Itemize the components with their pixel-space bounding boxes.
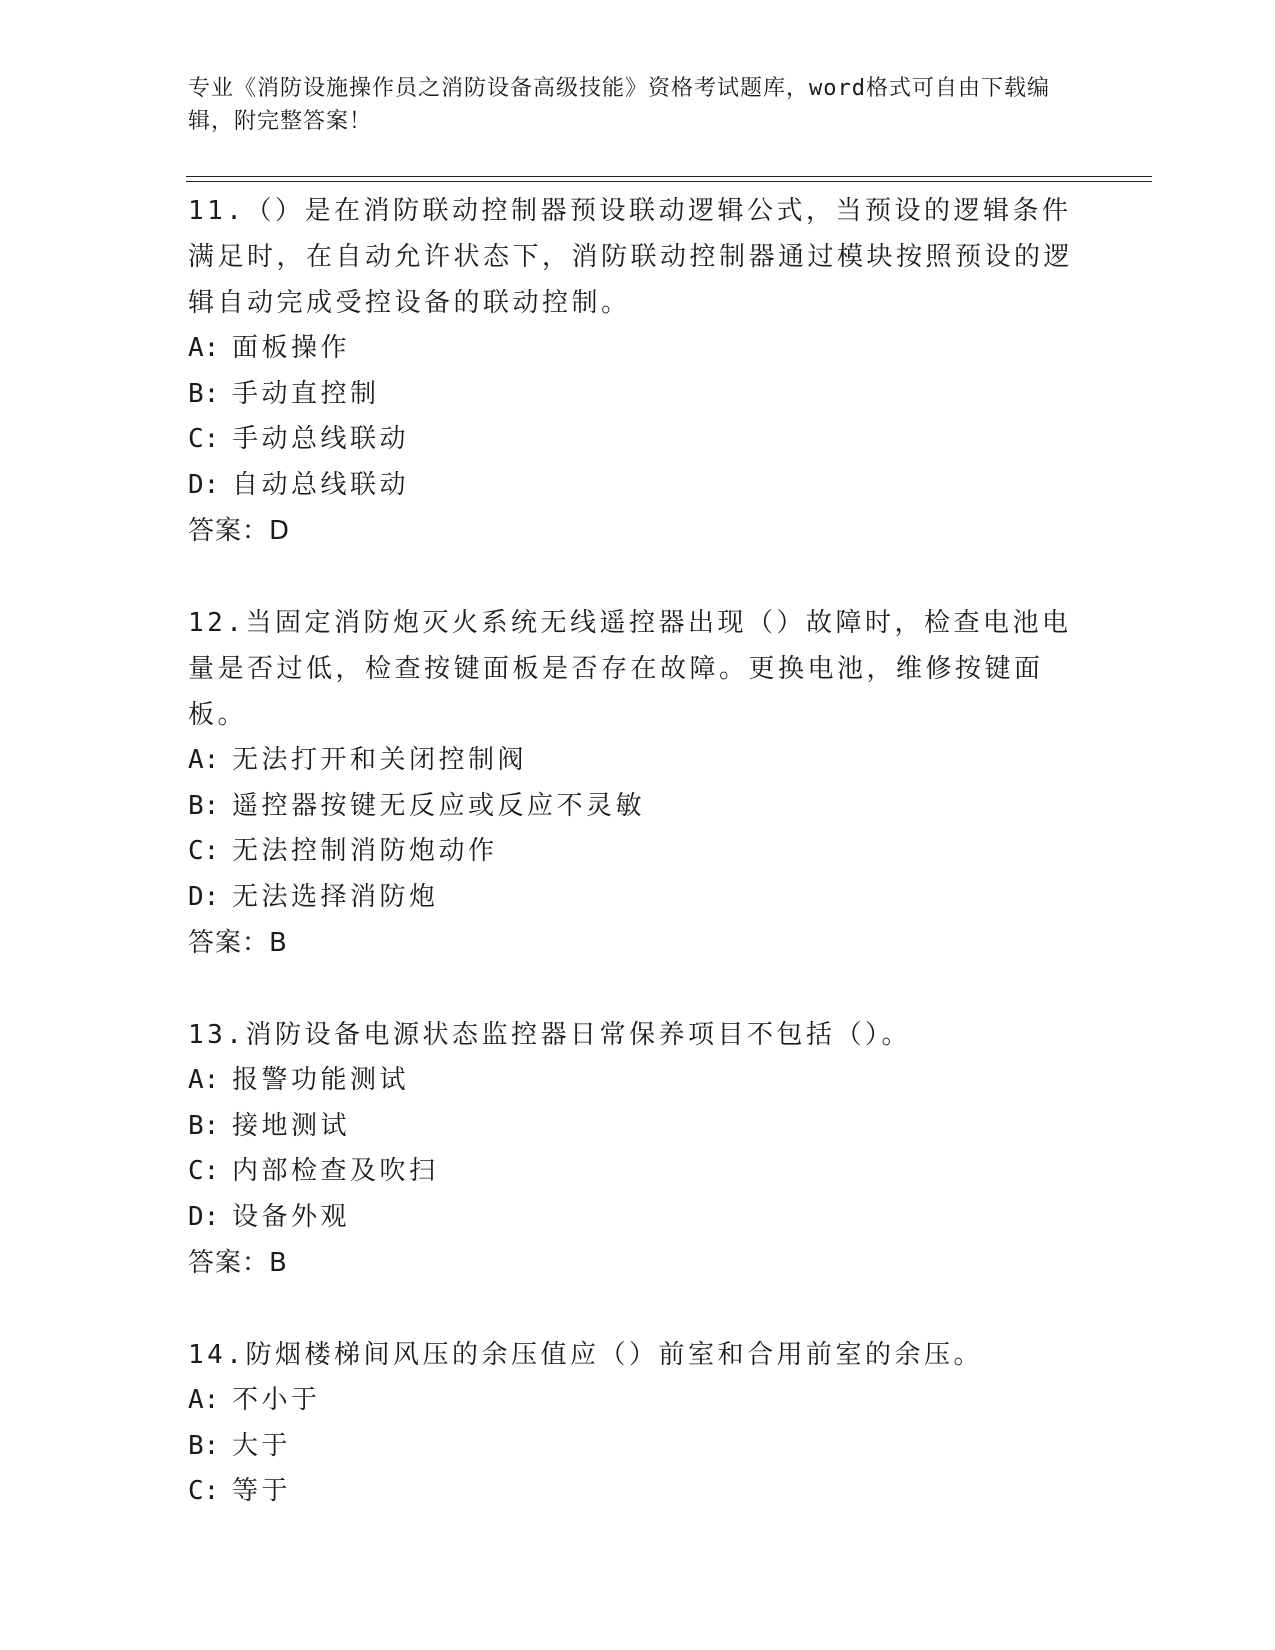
option-text: 手动总线联动 bbox=[232, 424, 410, 454]
option-b bbox=[188, 372, 1088, 418]
option-text: 遥控器按键无反应或反应不灵敏 bbox=[232, 790, 646, 821]
answer-line: 答案：D bbox=[188, 516, 291, 546]
option-letter: B: bbox=[188, 790, 220, 821]
option-text: 面板操作 bbox=[232, 333, 351, 363]
option-letter: A: bbox=[188, 333, 220, 363]
option-letter: C: bbox=[188, 1156, 220, 1186]
option-letter: B: bbox=[188, 378, 220, 409]
option-text: 自动总线联动 bbox=[232, 469, 410, 500]
option-b bbox=[188, 1104, 1088, 1150]
option-d bbox=[188, 1195, 1088, 1241]
option-a bbox=[188, 326, 1088, 372]
option-text: 内部检查及吹扫 bbox=[232, 1156, 439, 1186]
option-a bbox=[188, 738, 1088, 784]
question-text: 14.防烟楼梯间风压的余压值应（）前室和合用前室的余压。 bbox=[188, 1340, 983, 1370]
option-text: 设备外观 bbox=[232, 1201, 351, 1232]
option-letter: A: bbox=[188, 1065, 220, 1095]
option-b bbox=[188, 1424, 1088, 1470]
question-text: 12.当固定消防炮灭火系统无线遥控器出现（）故障时，检查电池电量是否过低，检查按键面板是否存在故障。更换电池，维修按键面板。 bbox=[188, 608, 1072, 730]
answer-line: 答案：B bbox=[188, 928, 288, 958]
answer-line: 答案：B bbox=[188, 1248, 288, 1278]
option-letter: A: bbox=[188, 1385, 220, 1415]
question-list bbox=[188, 188, 1088, 1561]
question-block bbox=[188, 600, 1088, 966]
option-letter: A: bbox=[188, 745, 220, 775]
option-a bbox=[188, 1378, 1088, 1424]
header-divider-top bbox=[186, 176, 1152, 177]
option-text: 不小于 bbox=[232, 1385, 321, 1415]
option-c bbox=[188, 1469, 1088, 1515]
option-c bbox=[188, 417, 1088, 463]
option-text: 接地测试 bbox=[232, 1110, 351, 1141]
option-letter: D: bbox=[188, 469, 220, 500]
option-letter: C: bbox=[188, 1476, 220, 1506]
option-d bbox=[188, 463, 1088, 509]
header-divider-bottom bbox=[186, 181, 1152, 182]
option-letter: B: bbox=[188, 1430, 220, 1461]
option-text: 等于 bbox=[232, 1476, 292, 1506]
question-block bbox=[188, 1332, 1088, 1515]
question-text: 13.消防设备电源状态监控器日常保养项目不包括（）。 bbox=[188, 1020, 911, 1050]
question-block bbox=[188, 1012, 1088, 1286]
option-letter: D: bbox=[188, 1201, 220, 1232]
option-letter: C: bbox=[188, 424, 220, 454]
option-letter: C: bbox=[188, 836, 220, 866]
option-text: 报警功能测试 bbox=[232, 1065, 410, 1095]
option-d bbox=[188, 875, 1088, 921]
option-letter: B: bbox=[188, 1110, 220, 1141]
option-c bbox=[188, 1149, 1088, 1195]
option-letter: D: bbox=[188, 881, 220, 912]
option-text: 无法打开和关闭控制阀 bbox=[232, 745, 528, 775]
document-header: 专业《消防设施操作员之消防设备高级技能》资格考试题库，word格式可自由下载编辑，附完整答案！ bbox=[188, 76, 1050, 134]
question-block bbox=[188, 188, 1088, 554]
option-text: 无法选择消防炮 bbox=[232, 881, 439, 912]
question-text: 11.（）是在消防联动控制器预设联动逻辑公式，当预设的逻辑条件满足时，在自动允许状态下，消防联动控制器通过模块按照预设的逻辑自动完成受控设备的联动控制。 bbox=[188, 196, 1074, 318]
option-text: 无法控制消防炮动作 bbox=[232, 836, 498, 866]
option-text: 手动直控制 bbox=[232, 378, 380, 409]
option-a bbox=[188, 1058, 1088, 1104]
option-text: 大于 bbox=[232, 1430, 292, 1461]
option-c bbox=[188, 829, 1088, 875]
option-b bbox=[188, 784, 1088, 830]
